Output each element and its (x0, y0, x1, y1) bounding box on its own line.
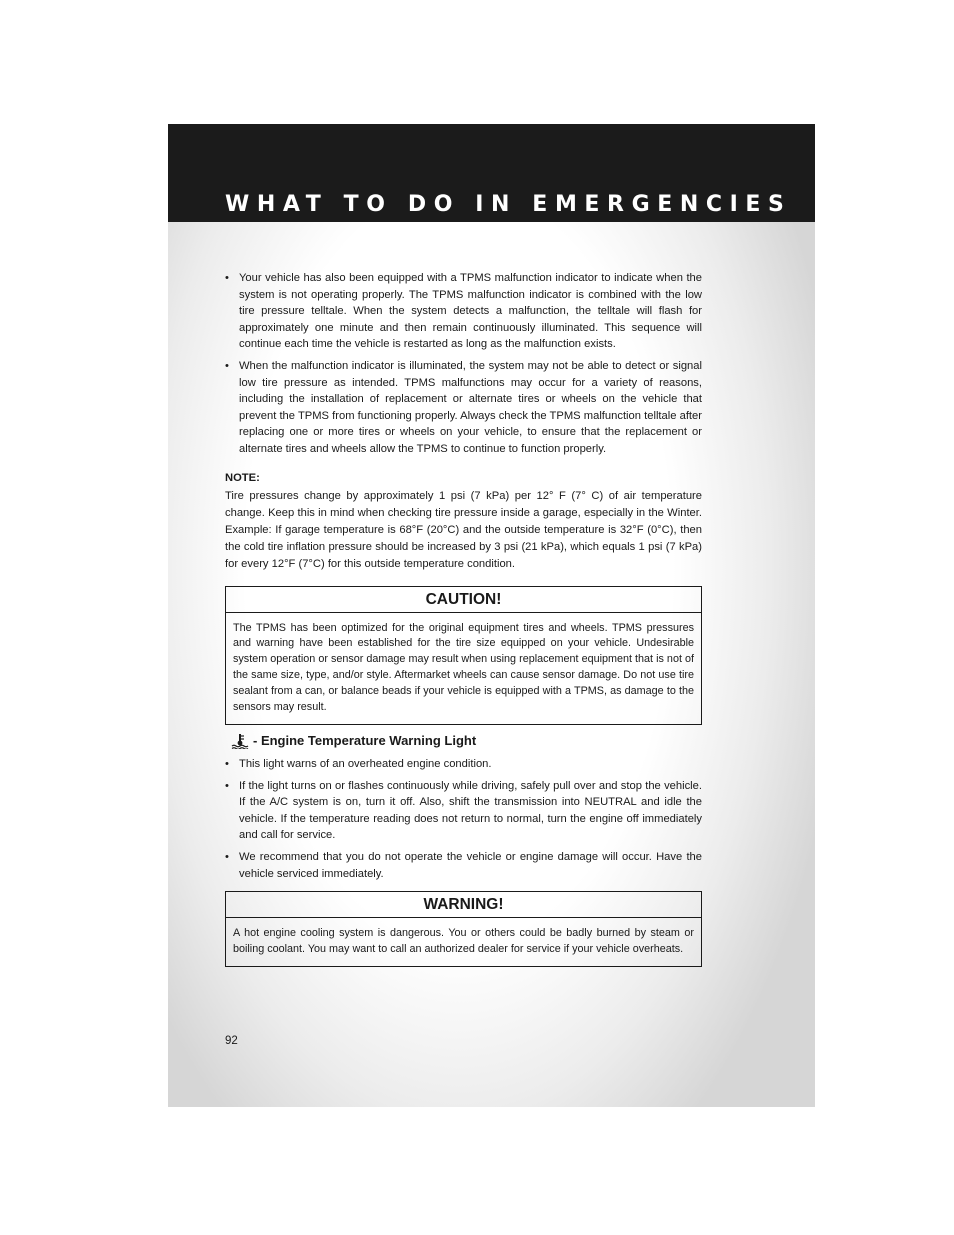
page-title: WHAT TO DO IN EMERGENCIES (225, 192, 792, 217)
engine-temperature-icon (231, 733, 249, 749)
list-item (225, 358, 702, 458)
list-item (225, 270, 702, 353)
manual-page (168, 124, 815, 1107)
warning-title: WARNING! (226, 892, 701, 918)
bullet-icon: • (225, 359, 229, 372)
caution-title: CAUTION! (226, 587, 701, 613)
list-item-text: This light warns of an overheated engine condition. (239, 757, 492, 770)
bullet-icon: • (225, 850, 229, 863)
bullet-icon: • (225, 779, 229, 792)
section-heading-text: - Engine Temperature Warning Light (253, 732, 477, 748)
list-item-text: Your vehicle has also been equipped with a TPMS malfunction indicator to indicate when the system is not operating properly. The TPMS malfunction indicator is combined with the low tire pressure telltale. When the system detects a malfunction, the telltale will flash for approximately one minute and then remain continuously illuminated. This sequence will continue each time the vehicle is restarted as long as the malfunction exists. (239, 272, 702, 351)
header-band (168, 124, 815, 222)
list-item-text: If the light turns on or flashes continuously while driving, safely pull over and stop the vehicle. If the A/C system is on, turn it off. Also, shift the transmission into NEUTRAL and idle the vehicle. If the temperature reading does not return to normal, turn the engine off immediately and call for service. (239, 779, 702, 842)
note-text: Tire pressures change by approximately 1 psi (7 kPa) per 12° F (7° C) of air temperature change. Keep this in mind when checking tire pressure inside a garage, especially in the Winter. Example: If garage temperature is 68°F (20°C) and the outside temperature is 32°F (0°C), then the cold tire inflation pressure should be increased by 3 psi (21 kPa), which equals 1 psi (7 kPa) for every 12°F (7°C) for this outside temperature condition. (225, 489, 702, 570)
caution-text: The TPMS has been optimized for the original equipment tires and wheels. TPMS pressures and warning have been established for the tire size equipped on your vehicle. Undesirable system operation or sensor damage may result when using replacement equipment that is not of the same size, type, and/or style. Aftermarket wheels can cause sensor damage. Do not use tire sealant from a can, or balance beads if your vehicle is equipped with a TPMS, as damage to the sensors may result. (233, 621, 694, 714)
bullet-icon: • (225, 272, 229, 284)
list-item (225, 756, 702, 773)
list-item (225, 778, 702, 844)
caution-box (225, 586, 702, 725)
bullet-icon: • (225, 757, 229, 770)
page-number: 92 (225, 1035, 238, 1047)
intro-bullet-list (225, 270, 702, 458)
engine-temperature-heading (231, 732, 702, 750)
warning-box (225, 891, 702, 967)
list-item-text: We recommend that you do not operate the vehicle or engine damage will occur. Have the vehicle serviced immediately. (239, 850, 702, 880)
note-label: NOTE: (225, 471, 260, 484)
content (225, 270, 702, 967)
list-item-text: When the malfunction indicator is illuminated, the system may not be able to detect or signal low tire pressure as intended. TPMS malfunctions may occur for a variety of reasons, including the installation of replacement or alternate tires or wheels on the vehicle that prevent the TPMS from functioning properly. Always check the TPMS malfunction telltale after replacing one or more tires or wheels on your vehicle, to ensure that the replacement or alternate tires and wheels allow the TPMS to continue to function properly. (239, 359, 702, 455)
list-item (225, 849, 702, 882)
engine-bullet-list (225, 756, 702, 882)
warning-text: A hot engine cooling system is dangerous. You or others could be badly burned by steam or boiling coolant. You may want to call an authorized dealer for service if your vehicle overheats. (233, 927, 694, 956)
